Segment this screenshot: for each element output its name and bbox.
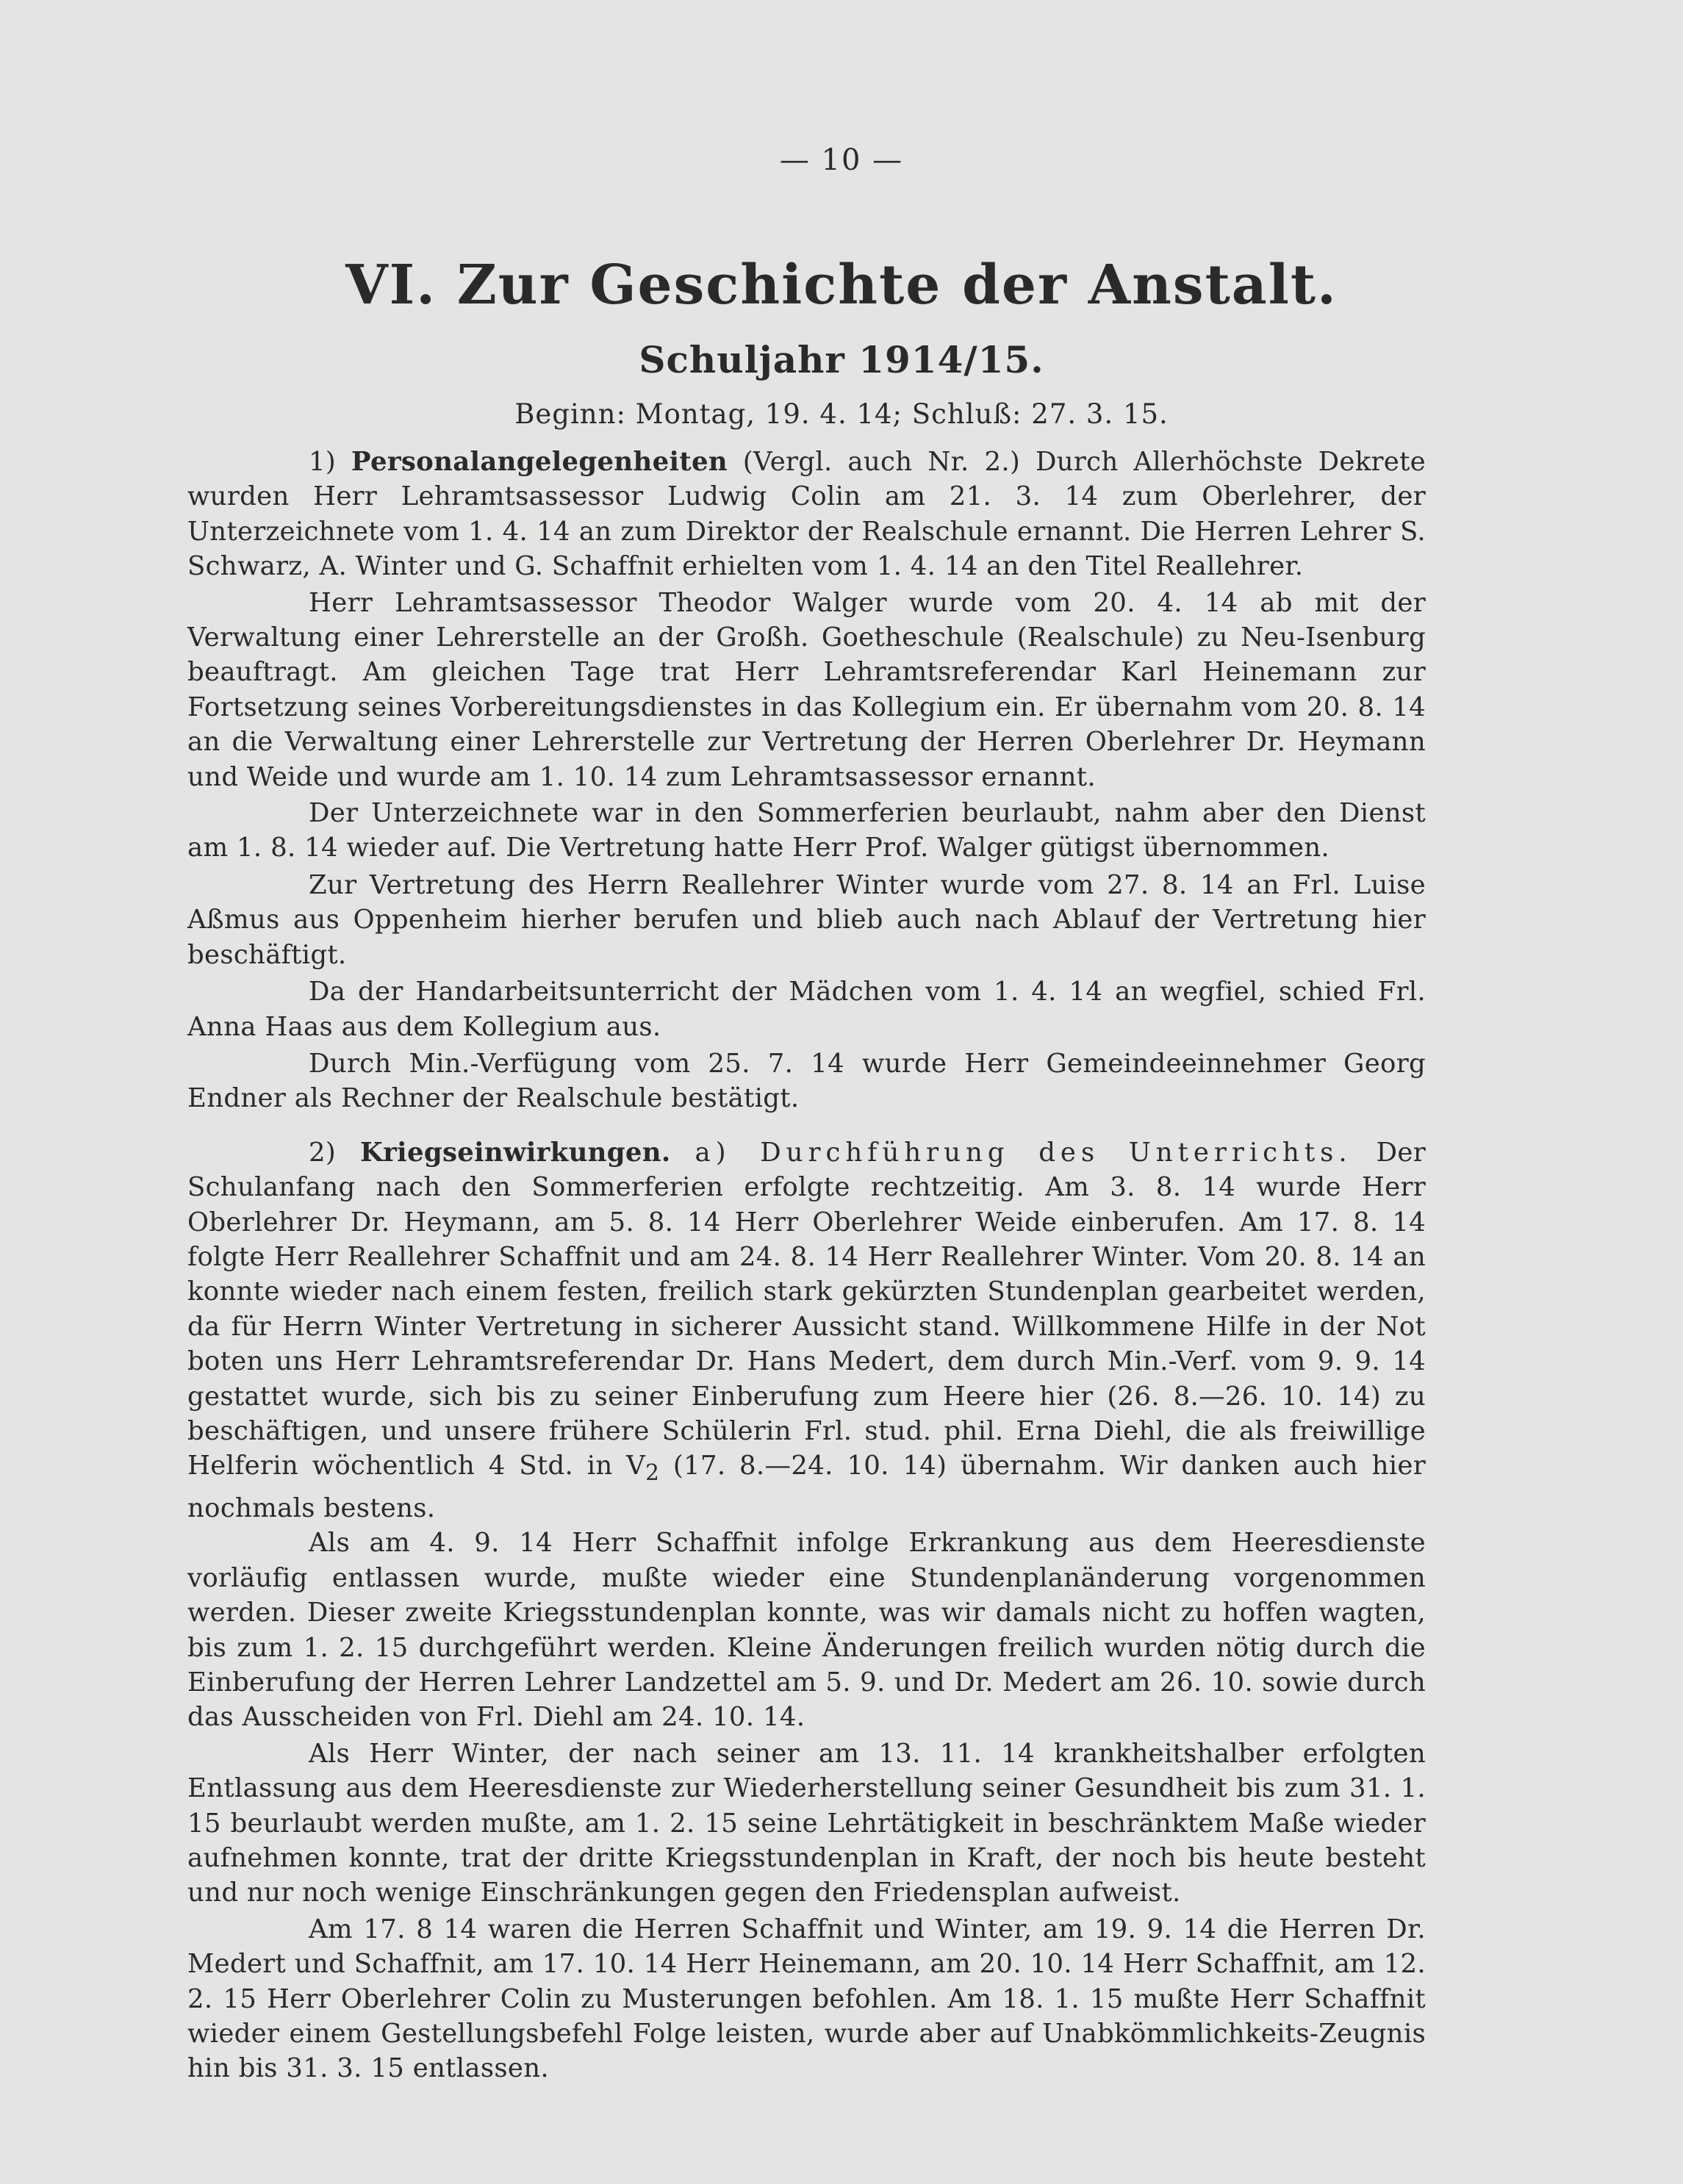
paragraph-war-effects: 2) Kriegseinwirkungen. a) Durchführung des Unterrichts. Der Schulanfang nach den Sommerferien erfolgte rechtzeitig. Am 3. 8. 14 wurde Herr Oberlehrer Dr. Heymann, am 5. 8. 14 Herr Oberlehrer Weide einberufen. Am 17. 8. 14 folgte Herr Reallehrer Schaffnit und am 24. 8. 14 Herr Reallehrer Winter. Vom 20. 8. 14 an konnte wieder nach einem festen, freilich stark gekürzten Stundenplan gearbeitet werden, da für Herrn Winter Vertretung in sicherer Aussicht stand. Willkommene Hilfe in der Not boten uns Herr Lehramtsreferendar Dr. Hans Medert, dem durch Min.-Verf. vom 9. 9. 14 gestattet wurde, sich bis zu seiner Einberufung zum Heere hier (26. 8.—26. 10. 14) zu beschäftigen, und unsere frühere Schülerin Frl. stud. phil. Erna Diehl, die als freiwillige Helferin wöchentlich 4 Std. in $V_2$ (17. 8.—24. 10. 14) übernahm. Wir danken auch hier nochmals bestens. (187, 1137, 1426, 1523)
war-effects-text: Der Schulanfang nach den Sommerferien erfolgte rechtzeitig. Am 3. 8. 14 wurde Herr Oberlehrer Dr. Heymann, am 5. 8. 14 Herr Oberlehrer Weide einberufen. Am 17. 8. 14 folgte Herr Reallehrer Schaffnit und am 24. 8. 14 Herr Reallehrer Winter. Vom 20. 8. 14 an konnte wieder nach einem festen, freilich stark gekürzten Stundenplan gearbeitet werden, da für Herrn Winter Vertretung in sicherer Aussicht stand. Willkommene Hilfe in der Not boten uns Herr Lehramtsreferendar Dr. Hans Medert, dem durch Min.-Verf. vom 9. 9. 14 gestattet wurde, sich bis zu seiner Einberufung zum Heere hier (26. 8.—26. 10. 14) zu beschäftigen, und unsere frühere Schülerin Frl. stud. phil. Erna Diehl, die als freiwillige Helferin wöchentlich 4 Std. in V (187, 1137, 1426, 1481)
paragraph: Als Herr Winter, der nach seiner am 13. 11. 14 krankheitshalber erfolgten Entlassung aus dem Heeresdienste zur Wiederherstellung seiner Gesundheit bis zum 31. 1. 15 beurlaubt werden mußte, am 1. 2. 15 seine Lehrtätigkeit in beschränktem Maße wieder aufnehmen konnte, trat der dritte Kriegsstundenplan in Kraft, der noch bis heute besteht und nur noch wenige Einschränkungen gegen den Friedensplan aufweist. (187, 1738, 1426, 1908)
section-title: VI. Zur Geschichte der Anstalt. (345, 254, 1338, 317)
war-effects-subheading: a) Durchführung des Unterrichts. (695, 1137, 1352, 1168)
paragraph-personnel: 1) Personalangelegenheiten (Vergl. auch Nr. 2.) Durch Allerhöchste Dekrete wurden Herr Lehramtsassessor Ludwig Colin am 21. 3. 14 zum Oberlehrer, der Unterzeichnete vom 1. 4. 14 an zum Direktor der Realschule ernannt. Die Herren Lehrer S. Schwarz, A. Winter und G. Schaffnit erhielten vom 1. 4. 14 an den Titel Reallehrer. (187, 447, 1426, 582)
paragraph: Durch Min.-Verfügung vom 25. 7. 14 wurde Herr Gemeindeeinnehmer Georg Endner als Rechner der Realschule bestätigt. (187, 1048, 1426, 1114)
personnel-text: (Vergl. auch Nr. 2.) Durch Allerhöchste Dekrete wurden Herr Lehramtsassessor Ludwig Colin am 21. 3. 14 zum Oberlehrer, der Unterzeichnete vom 1. 4. 14 an zum Direktor der Realschule ernannt. Die Herren Lehrer S. Schwarz, A. Winter und G. Schaffnit erhielten vom 1. 4. 14 an den Titel Reallehrer. (187, 447, 1426, 582)
paragraph: Der Unterzeichnete war in den Sommerferien beurlaubt, nahm aber den Dienst am 1. 8. 14 wieder auf. Die Vertretung hatte Herr Prof. Walger gütigst übernommen. (187, 798, 1426, 863)
war-effects-heading: Kriegseinwirkungen. (360, 1137, 671, 1168)
paragraph: Herr Lehramtsassessor Theodor Walger wurde vom 20. 4. 14 ab mit der Verwaltung einer Lehrerstelle an der Großh. Goetheschule (Realschule) zu Neu-Isenburg beauftragt. Am gleichen Tage trat Herr Lehramtsreferendar Karl Heinemann zur Fortsetzung seines Vorbereitungsdienstes in das Kollegium ein. Er übernahm vom 20. 8. 14 an die Verwaltung einer Lehrerstelle zur Vertretung der Herren Oberlehrer Dr. Heymann und Weide und wurde am 1. 10. 14 zum Lehramtsassessor ernannt. (187, 587, 1426, 792)
personnel-heading: Personalangelegenheiten (351, 447, 728, 477)
term-dates: Beginn: Montag, 19. 4. 14; Schluß: 27. 3. 15. (514, 398, 1169, 430)
paragraph: Als am 4. 9. 14 Herr Schaffnit infolge Erkrankung aus dem Heeresdienste vorläufig entlassen wurde, mußte wieder eine Stundenplanänderung vorgenommen werden. Dieser zweite Kriegsstundenplan konnte, was wir damals nicht zu hoffen wagten, bis zum 1. 2. 15 durchgeführt werden. Kleine Änderungen freilich wurden nötig durch die Einberufung der Herren Lehrer Landzettel am 5. 9. und Dr. Medert am 26. 10. sowie durch das Ausscheiden von Frl. Diehl am 24. 10. 14. (187, 1528, 1426, 1733)
class-subscript: 2 (645, 1460, 660, 1486)
paragraph: Am 17. 8 14 waren die Herren Schaffnit und Winter, am 19. 9. 14 die Herren Dr. Medert und Schaffnit, am 17. 10. 14 Herr Heinemann, am 20. 10. 14 Herr Schaffnit, am 12. 2. 15 Herr Oberlehrer Colin zu Musterungen befohlen. Am 18. 1. 15 mußte Herr Schaffnit wieder einem Gestellungsbefehl Folge leisten, wurde aber auf Unabkömmlichkeits-Zeugnis hin bis 31. 3. 15 entlassen. (187, 1914, 1426, 2084)
paragraph: Zur Vertretung des Herrn Reallehrer Winter wurde vom 27. 8. 14 an Frl. Luise Aßmus aus Oppenheim hierher berufen und blieb auch nach Ablauf der Vertretung hier beschäftigt. (187, 869, 1426, 970)
school-year-heading: Schuljahr 1914/15. (639, 338, 1044, 381)
war-effects-text-end: (17. 8.—24. 10. 14) übernahm. Wir danken auch hier nochmals bestens. (187, 1451, 1426, 1523)
body-text (187, 445, 1426, 2088)
paragraph: Da der Handarbeitsunterricht der Mädchen vom 1. 4. 14 an wegfiel, schied Frl. Anna Haas aus dem Kollegium aus. (187, 977, 1426, 1042)
page-number: — 10 — (779, 143, 904, 177)
